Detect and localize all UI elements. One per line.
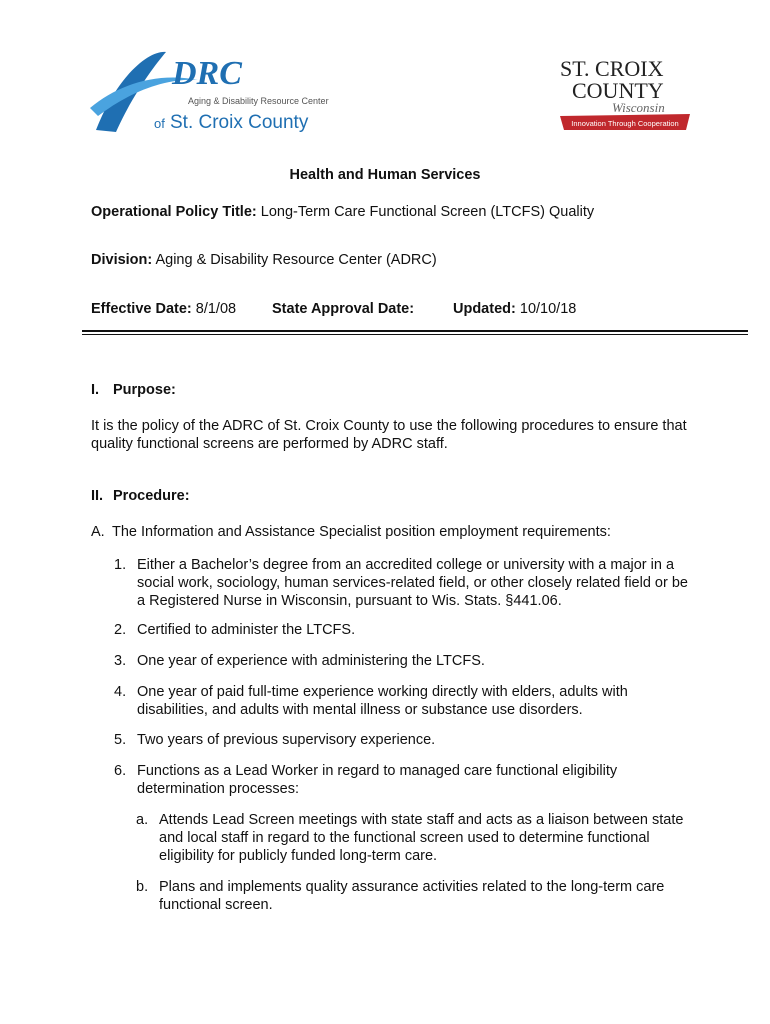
adrc-logo-line2: St. Croix County: [170, 112, 309, 133]
division-label: Division:: [91, 252, 153, 268]
list-item-marker: 2.: [114, 622, 127, 638]
list-item-text: One year of experience with administering the LTCFS.: [137, 653, 485, 669]
list-item: [114, 731, 697, 749]
procedure-number: II.: [91, 488, 104, 504]
list-item-text: One year of paid full-time experience working directly with elders, adults with disabilities, and adults with mental illness or substance use disorders.: [137, 684, 628, 718]
list-item: [114, 652, 697, 670]
list-item: [114, 556, 697, 610]
sub-list-item: [136, 878, 689, 914]
list-item-text: Two years of previous supervisory experience.: [137, 732, 436, 748]
county-logo-state: Wisconsin: [612, 100, 665, 115]
policy-title-line: [91, 204, 594, 220]
updated-label: Updated:: [453, 301, 516, 317]
county-logo-line2: COUNTY: [572, 78, 664, 103]
list-item: [114, 621, 697, 639]
section-a-text: The Information and Assistance Specialist position employment requirements:: [112, 524, 611, 540]
policy-title-value: Long-Term Care Functional Screen (LTCFS) Quality: [260, 204, 595, 220]
county-logo: [556, 54, 694, 134]
purpose-text: It is the policy of the ADRC of St. Croix County to use the following procedures to ensure that quality functional screens are performed by ADRC staff.: [91, 418, 687, 452]
procedure-heading-text: Procedure:: [113, 488, 190, 504]
state-approval: [272, 301, 414, 317]
sub-list-item-text: Attends Lead Screen meetings with state staff and acts as a liaison between state and local staff in regard to the functional screen used to determine functional eligibility for publicly funded long-term care.: [159, 812, 684, 864]
section-a-marker: A.: [91, 524, 105, 540]
dates-line: [91, 301, 236, 317]
list-item: [114, 683, 697, 719]
list-item-text: Functions as a Lead Worker in regard to managed care functional eligibility determination processes:: [137, 763, 618, 797]
list-item-marker: 3.: [114, 653, 127, 669]
adrc-logo-text: DRC: [172, 55, 242, 92]
county-logo-line1: ST. CROIX: [560, 56, 664, 81]
department-title: Health and Human Services: [289, 167, 481, 183]
county-logo-banner-text: Innovation Through Cooperation: [571, 119, 679, 128]
effective-date-label: Effective Date:: [91, 301, 192, 317]
division-line: [91, 252, 437, 268]
effective-date-value: 8/1/08: [195, 301, 237, 317]
updated: [453, 301, 576, 317]
purpose-heading: [91, 382, 176, 398]
section-a: [91, 523, 711, 541]
updated-value: 10/10/18: [519, 301, 577, 317]
list-item-text: Either a Bachelor’s degree from an accredited college or university with a major in a social work, sociology, human services-related field, or other closely related field or be a Registered Nurse in Wisconsin, pursuant to Wis. Stats. §441.06.: [137, 557, 688, 609]
adrc-logo: [88, 44, 329, 136]
state-approval-label: State Approval Date:: [272, 301, 415, 317]
header-divider-top: [82, 330, 748, 332]
policy-title-label: Operational Policy Title:: [91, 204, 257, 220]
adrc-logo-line1: Aging & Disability Resource Center: [188, 96, 329, 106]
list-item-marker: 4.: [114, 684, 127, 700]
division-value: Aging & Disability Resource Center (ADRC): [155, 252, 437, 268]
purpose-number: I.: [91, 382, 100, 398]
list-item-marker: 1.: [114, 557, 127, 573]
procedure-heading: [91, 488, 190, 504]
list-item: [114, 762, 697, 798]
list-item-text: Certified to administer the LTCFS.: [137, 622, 356, 638]
adrc-logo-prefix: of: [154, 116, 165, 131]
sub-list-item-marker: a.: [136, 812, 149, 828]
sub-list-item: [136, 811, 689, 865]
sub-list-item-marker: b.: [136, 879, 149, 895]
sub-list-item-text: Plans and implements quality assurance activities related to the long-term care functional screen.: [159, 879, 665, 913]
list-item-marker: 6.: [114, 763, 127, 779]
header-divider-bottom: [82, 334, 748, 335]
list-item-marker: 5.: [114, 732, 127, 748]
purpose-heading-text: Purpose:: [113, 382, 176, 398]
